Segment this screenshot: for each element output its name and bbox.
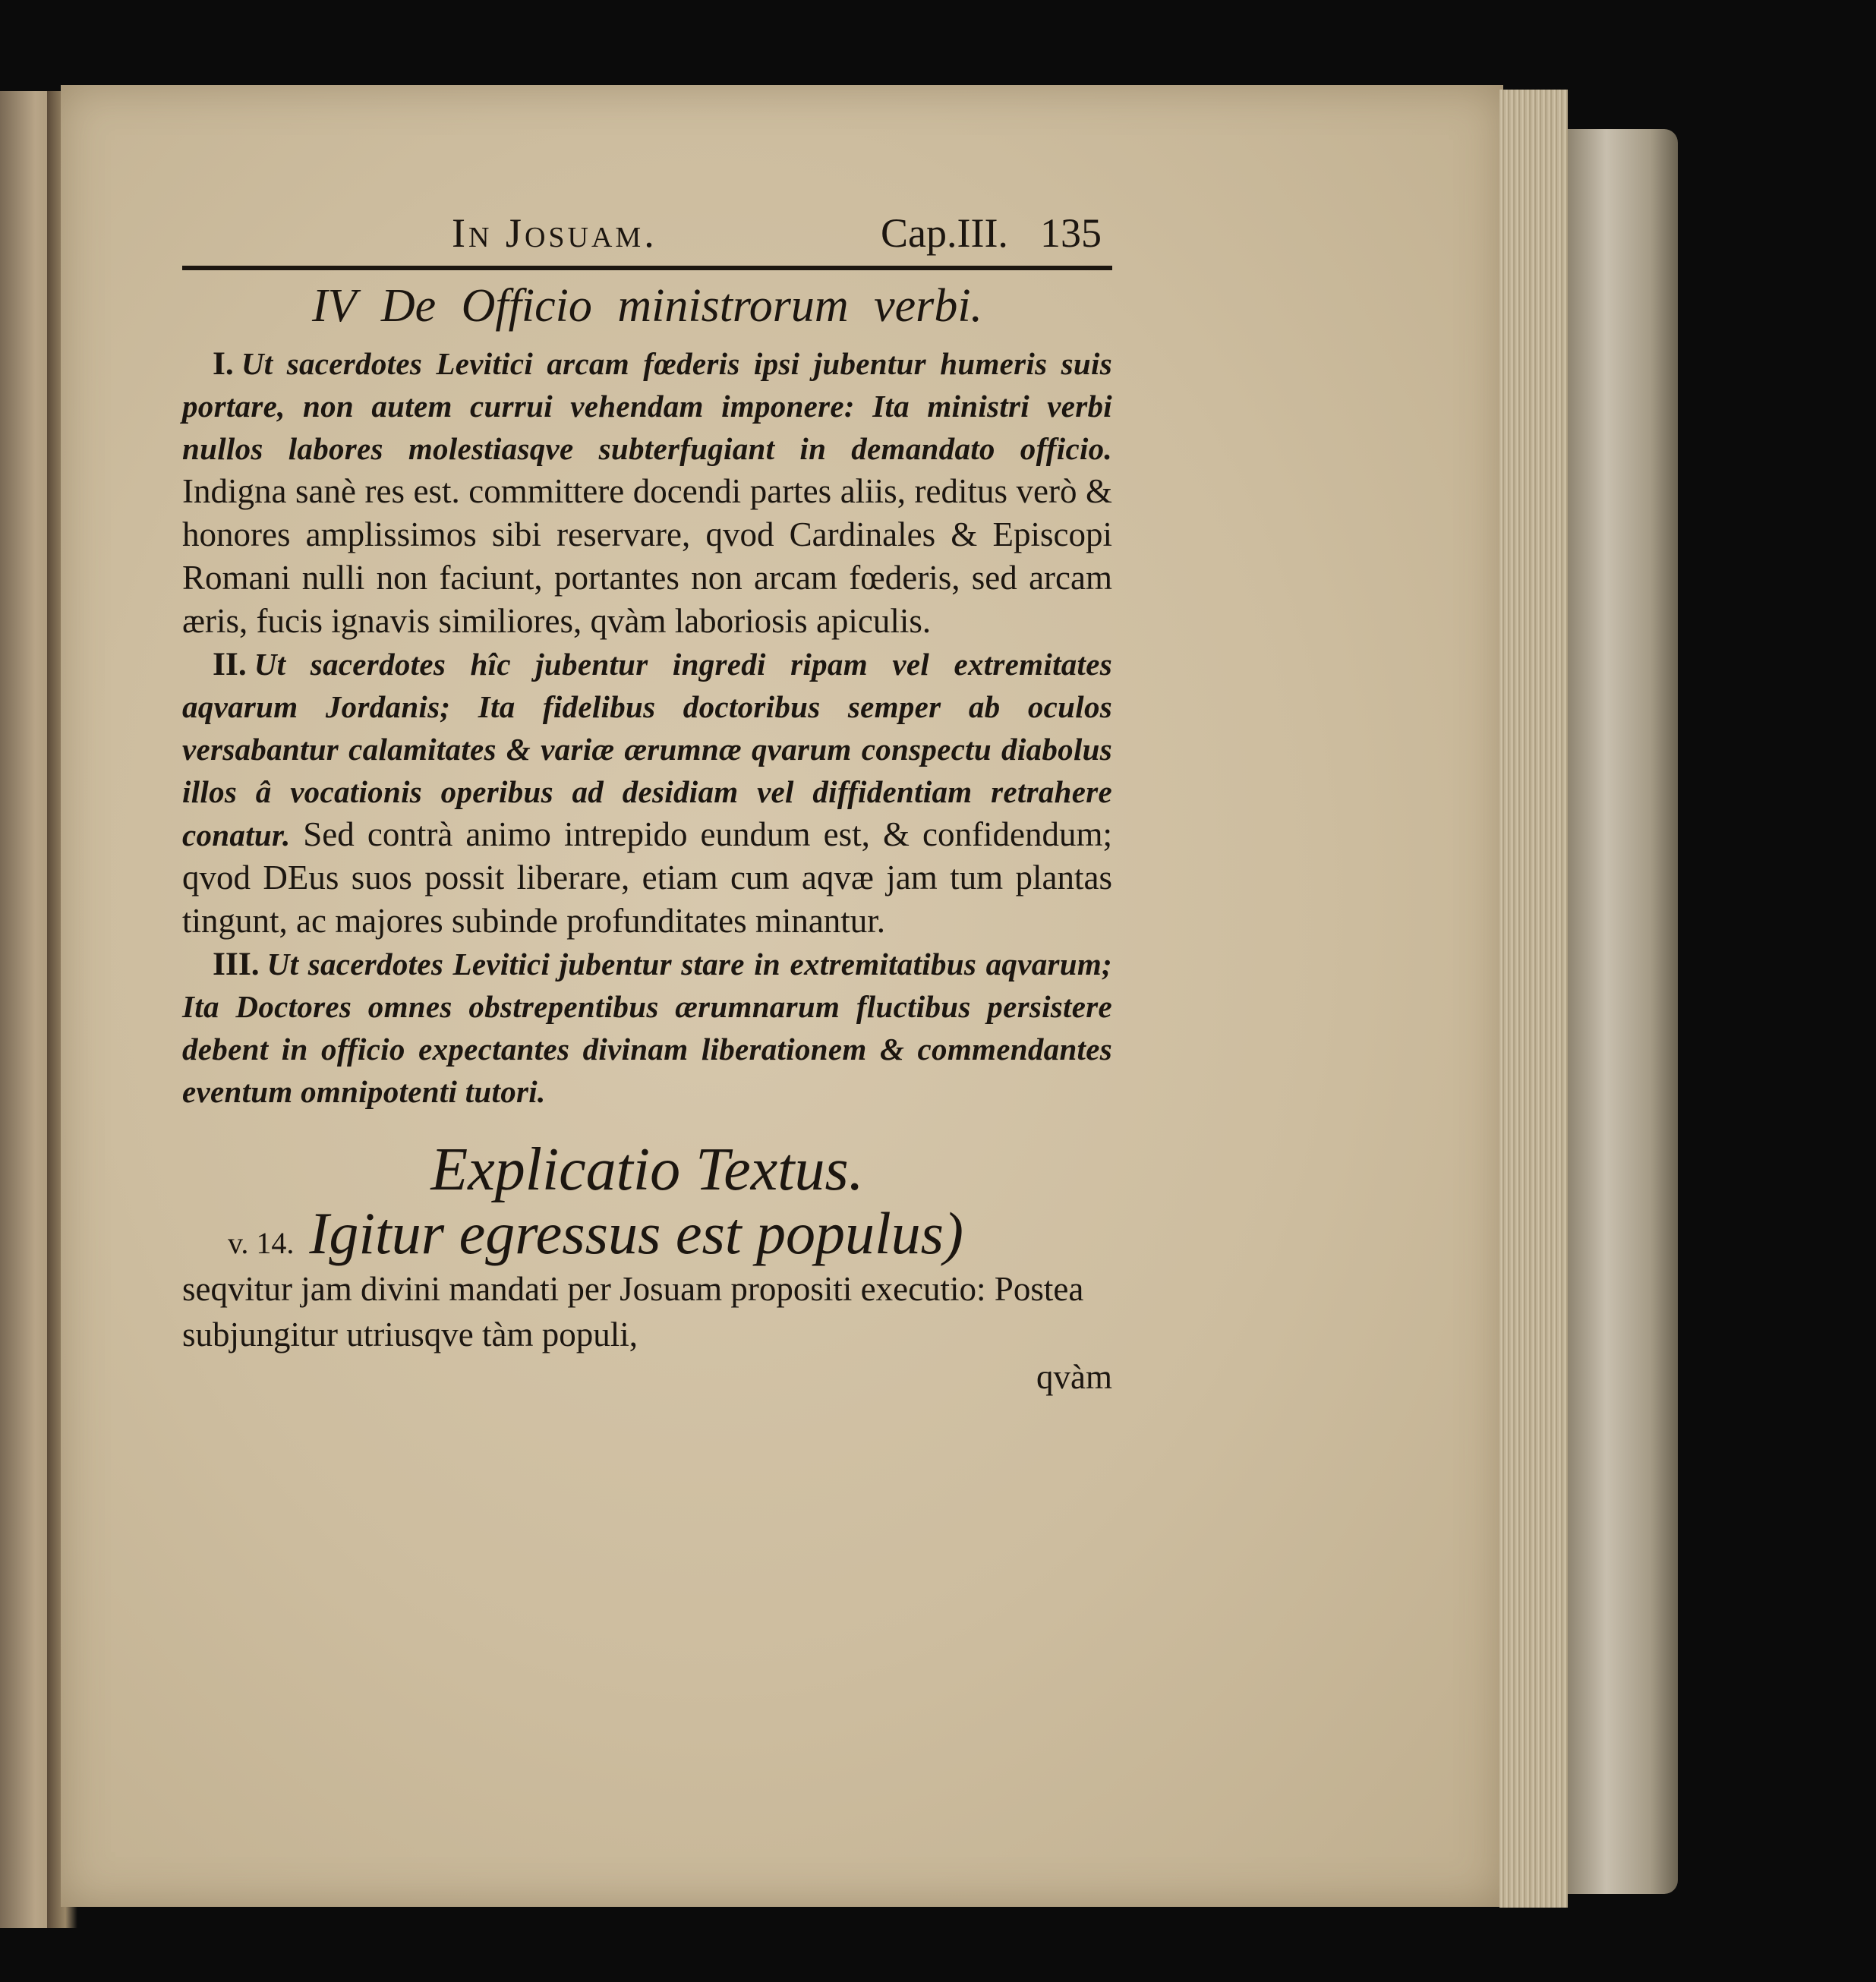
page-content xyxy=(182,205,1112,1397)
running-head xyxy=(182,205,1112,266)
book-back-cover xyxy=(1568,129,1678,1894)
paragraph-3 xyxy=(182,943,1112,1113)
chapter-label: Cap.III. xyxy=(881,210,1008,256)
italic-text: Ut sacerdotes Levitici arcam fœderis ipsi jubentur humeris suis portare, non autem currui vehendam imponere: Ita ministri verbi nullos labores molestiasqve subterfugiant in demandato officio. xyxy=(182,346,1112,466)
roman-text: Sed contrà animo intrepido eundum est, & confidendum; qvod DEus suos possit liberare, etiam cum aqvæ jam tum plantas tingunt, ac majores subinde profunditates minantur. xyxy=(182,815,1112,940)
paragraph-number: II. xyxy=(213,646,247,682)
verse-paragraph xyxy=(182,1200,1112,1357)
page-fore-edge xyxy=(1499,90,1568,1908)
italic-text: Ut sacerdotes Levitici jubentur stare in extremitatibus aqvarum; Ita Doctores omnes obstrepentibus ærumnarum fluctibus persistere debent in officio expectantes divinam liberationem & commendantes eventum omnipotenti tutori. xyxy=(182,947,1112,1109)
explicatio-title: Explicatio Textus. xyxy=(430,1136,864,1203)
verse-lemma: Igitur egressus est populus) xyxy=(309,1200,963,1266)
paragraph-number: I. xyxy=(213,345,234,382)
italic-text: Ut sacerdotes hîc jubentur ingredi ripam vel extremitates aqvarum Jordanis; Ita fidelibus doctoribus semper ab oculos versabantur calamitates & variæ ærumnæ qvarum conspectu diabolus illos â vocationis operibus ad desidiam vel diffidentiam retrahere conatur. xyxy=(182,647,1112,852)
section-title: IV De Officio ministrorum verbi. xyxy=(311,280,983,332)
verse-number: v. 14. xyxy=(228,1226,295,1260)
paragraph-2 xyxy=(182,643,1112,943)
catchword: qvàm xyxy=(1036,1358,1112,1396)
paragraph-number: III. xyxy=(213,946,260,982)
paragraph-1 xyxy=(182,342,1112,643)
roman-text: Indigna sanè res est. committere docendi partes aliis, reditus verò & honores amplissimos sibi reservare, qvod Cardinales & Episcopi Romani nulli non faciunt, portantes non arcam fœderis, sed arcam æris, fucis ignavis similiores, qvàm laboriosis apiculis. xyxy=(182,472,1112,640)
header-rule xyxy=(182,266,1112,270)
running-title: In Josuam. xyxy=(452,210,657,256)
verse-text: seqvitur jam divini mandati per Josuam propositi executio: Postea subjungitur utriusqve tàm populi, xyxy=(182,1270,1084,1353)
page-number: 135 xyxy=(1040,210,1102,256)
